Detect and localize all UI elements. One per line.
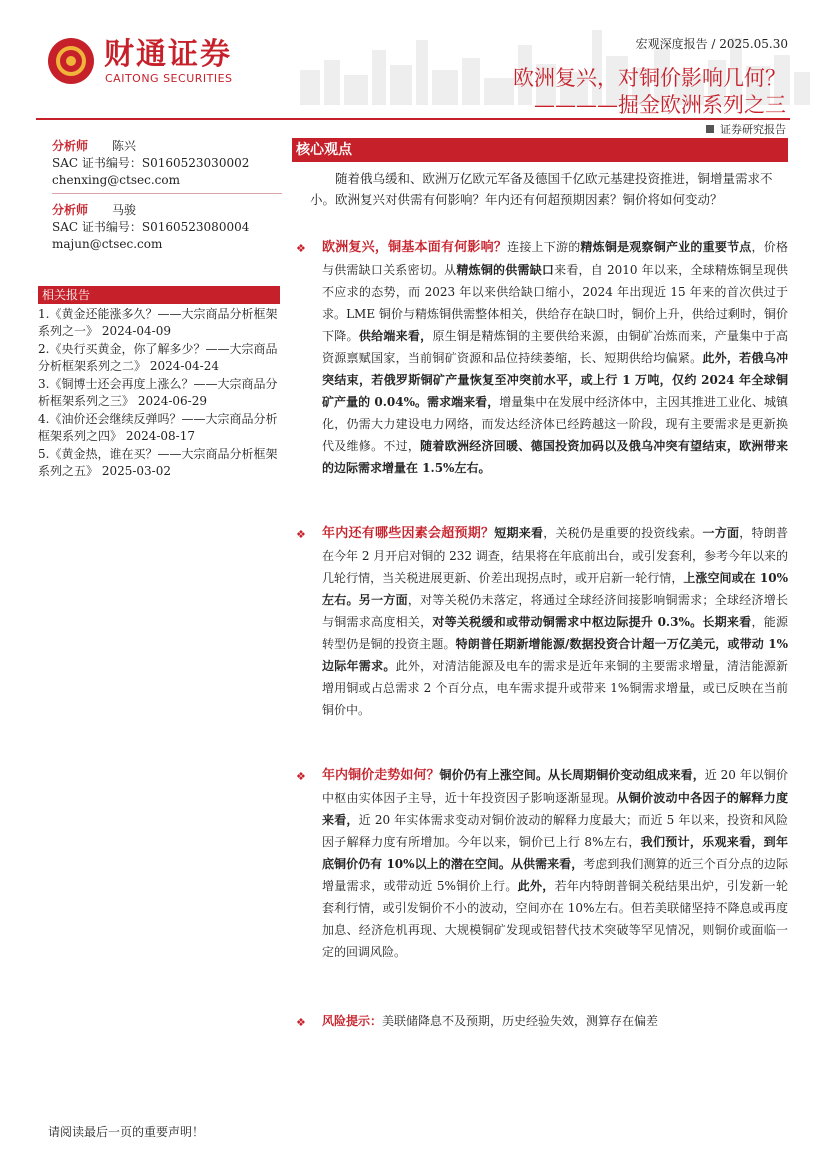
analyst-block: [52, 202, 282, 253]
related-report-item[interactable]: 3.《铜博士还会再度上涨么？——大宗商品分析框架系列之三》 2024-06-29: [38, 377, 278, 408]
document-type: 证券研究报告: [706, 121, 786, 137]
related-report-item[interactable]: 4.《油价还会继续反弹吗？——大宗商品分析框架系列之四》 2024-08-17: [38, 412, 278, 443]
risk-text: 美联储降息不及预期，历史经验失效，测算存在偏差: [382, 1014, 659, 1028]
analyst-sac-number: SAC 证书编号：S0160523030002: [52, 156, 250, 170]
related-reports-heading: 相关报告: [38, 286, 280, 304]
company-logo: [48, 38, 248, 86]
diamond-bullet-icon: ❖: [296, 770, 306, 783]
section-unexpected-factors: ❖ 年内还有哪些因素会超预期？短期来看，关税仍是重要的投资线索。一方面，特朗普在今年 2 月开启对铜的 232 调查，结果将在年底前出台，或引发套利，参考今年以来的几轮行情，当关税进展更新、价差出现拐点时，或开启新一轮行情，上涨空间或在 10%左右。另一方面，对等关税仍未落定，将通过全球经济间接影响铜需求；全球经济增长与铜需求高度相关，对等关税缓和或带动铜需求中枢边际提升 0.3%。长期来看，能源转型仍是铜的投资主题。特朗普任期新增能源/数据投资合计超一万亿美元，或带动 1%边际年需求。此外，对清洁能源及电车的需求是近年来铜的主要需求增量，清洁能源新增用铜或占总需求 2 个百分点，电车需求提升或带来 1%铜需求增量，或已反映在当前铜价中。: [296, 526, 788, 717]
section-europe-fundamentals: ❖ 欧洲复兴，铜基本面有何影响？连接上下游的精炼铜是观察铜产业的重要节点，价格与供需缺口关系密切。从精炼铜的供需缺口来看，自 2010 年以来，全球精炼铜呈现供不应求的态势，而 2023 年以来供给缺口缩小，2024 年出现近 15 年来的首次供过于求。LME 铜价与精炼铜供需整体相关，供给存在缺口时，铜价上升，供给过剩时，铜价下降。供给端来看，原生铜是精炼铜的主要供给来源，由铜矿冶炼而来，产量集中于高资源禀赋国家，当前铜矿资源和品位持续萎缩，长、短期供给均偏紧。此外，若俄乌冲突结束，若俄罗斯铜矿产量恢复至冲突前水平，或上行 1 万吨，仅约 2024 年全球铜矿产量的 0.04%。需求端来看，增量集中在发展中经济体中，主因其推进工业化、城镇化，仍需大力建设电力网络，而发达经济体已经跨越这一阶段，现有主要需求是更新换代及维修。不过，随着欧洲经济回暖、德国投资加码以及俄乌冲突有望结束，欧洲带来的边际需求增量在 1.5%左右。: [296, 240, 788, 475]
section-lead: 年内还有哪些因素会超预期？: [322, 526, 495, 541]
diamond-bullet-icon: ❖: [296, 528, 306, 541]
section-lead: 年内铜价走势如何？: [322, 768, 440, 783]
square-bullet-icon: [706, 125, 714, 133]
analyst-divider: [52, 193, 282, 194]
analyst-email: majun@ctsec.com: [52, 237, 163, 251]
disclaimer-notice: 请阅读最后一页的重要声明！: [48, 1125, 205, 1139]
section-price-outlook: ❖ 年内铜价走势如何？铜价仍有上涨空间。从长周期铜价变动组成来看，近 20 年以铜价中枢由实体因子主导，近十年投资因子影响逐渐显现。从铜价波动中各因子的解释力度来看，近 20 年实体需求变动对铜价波动的解释力度最大；而近 5 年以来，投资和风险因子解释力度有所增加。今年以来，铜价已上行 8%左右，我们预计，乐观来看，到年底铜价仍有 10%以上的潜在空间。从供需来看，考虑到我们测算的近三个百分点的边际增量需求，或带动近 5%铜价上行。此外，若年内特朗普铜关税结果出炉，引发新一轮套利行情，或引发铜价不小的波动，空间亦在 10%左右。但若美联储坚持不降息或再度加息、经济危机再现、大规模铜矿发现或铝替代技术突破等罕见情况，则铜价或面临一定的回调风险。: [296, 768, 788, 959]
section-risk-warning: [296, 1010, 788, 1032]
core-views-heading: 核心观点: [292, 138, 788, 162]
analyst-email: chenxing@ctsec.com: [52, 173, 180, 187]
risk-label: 风险提示：: [322, 1014, 383, 1028]
analyst-name: 陈兴: [112, 139, 137, 153]
report-subtitle: ————掘金欧洲系列之三: [534, 93, 786, 117]
related-reports-list: [38, 306, 284, 481]
analyst-name: 马骏: [112, 203, 137, 217]
header-divider: [36, 118, 790, 120]
logo-english-name: CAITONG SECURITIES: [105, 72, 233, 85]
related-report-item[interactable]: 2.《央行买黄金，你了解多少？——大宗商品分析框架系列之二》 2024-04-24: [38, 342, 278, 373]
report-type-date: 宏观深度报告 / 2025.05.30: [635, 37, 788, 51]
related-report-item[interactable]: 5.《黄金热，谁在买？——大宗商品分析框架系列之五》 2025-03-02: [38, 447, 278, 478]
core-views-summary: 随着俄乌缓和、欧洲万亿欧元军备及德国千亿欧元基建投资推进，铜增量需求不小。欧洲复兴对供需有何影响？年内还有何超预期因素？铜价将如何变动？: [310, 171, 773, 207]
logo-chinese-name: 财通证券: [104, 37, 232, 72]
logo-emblem-icon: [48, 38, 94, 84]
analyst-role: 分析师: [52, 139, 89, 153]
analyst-role: 分析师: [52, 203, 89, 217]
section-lead: 欧洲复兴，铜基本面有何影响？: [322, 240, 508, 255]
analyst-block: [52, 138, 282, 189]
diamond-bullet-icon: ❖: [296, 242, 306, 255]
related-report-item[interactable]: 1.《黄金还能涨多久？——大宗商品分析框架系列之一》 2024-04-09: [38, 307, 278, 338]
report-title: 欧洲复兴，对铜价影响几何？: [513, 66, 786, 90]
analyst-sac-number: SAC 证书编号：S0160523080004: [52, 220, 250, 234]
diamond-bullet-icon: ❖: [296, 1016, 306, 1029]
